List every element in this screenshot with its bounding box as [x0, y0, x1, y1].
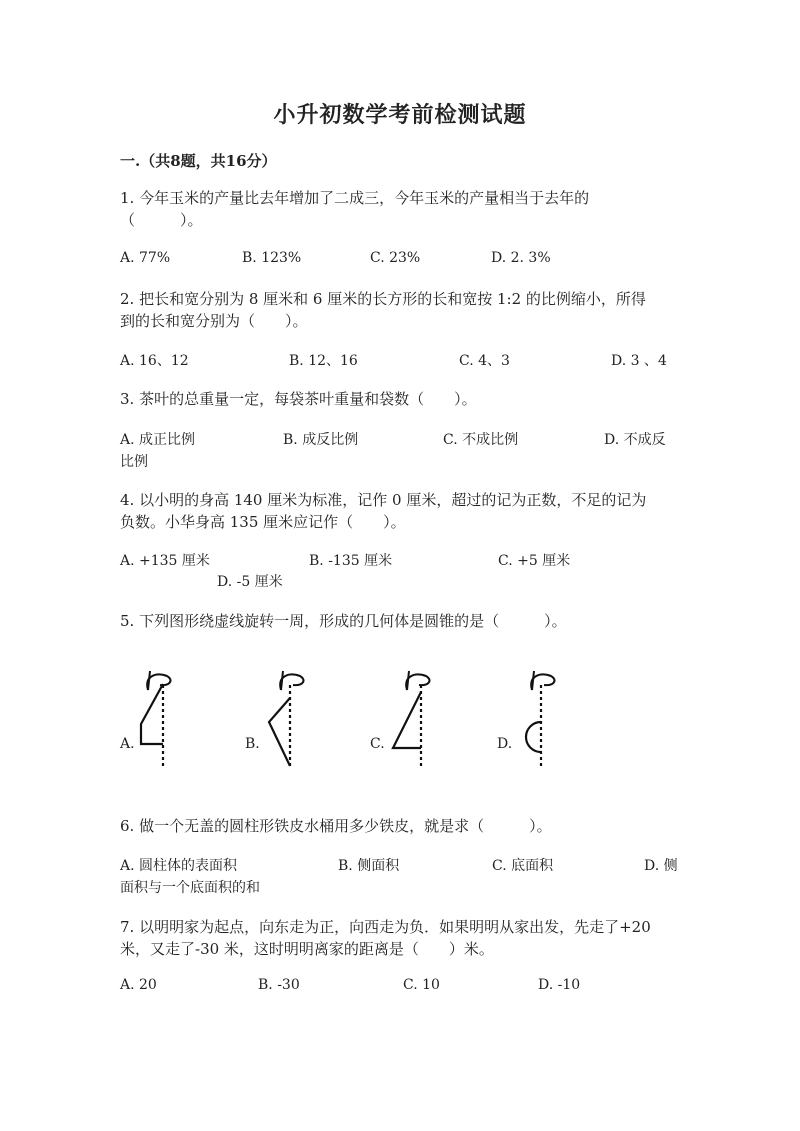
- question-7-text: 7. 以明明家为起点，向东走为正，向西走为负．如果明明从家出发，先走了+20: [120, 918, 651, 936]
- question-7-text-cont: 米，又走了-30 米，这时明明离家的距离是（ ）米。: [120, 940, 494, 958]
- q7-option-b[interactable]: B. -30: [258, 977, 300, 993]
- q3-option-c[interactable]: C. 不成比例: [443, 432, 519, 448]
- question-1-text: 1. 今年玉米的产量比去年增加了二成三，今年玉米的产量相当于去年的: [120, 189, 590, 207]
- q3-option-b[interactable]: B. 成反比例: [283, 432, 359, 448]
- q3-option-a[interactable]: A. 成正比例: [120, 432, 196, 448]
- q6-option-c[interactable]: C. 底面积: [492, 858, 554, 874]
- q7-option-c[interactable]: C. 10: [403, 977, 440, 993]
- q3-option-d-cont: 比例: [120, 454, 148, 470]
- figure-c: [385, 660, 445, 770]
- q4-option-a[interactable]: A. +135 厘米: [120, 553, 210, 569]
- q1-option-b[interactable]: B. 123%: [242, 250, 302, 266]
- question-2-text: 2. 把长和宽分别为 8 厘米和 6 厘米的长方形的长和宽按 1:2 的比例缩小，所得: [120, 290, 646, 308]
- q4-option-b[interactable]: B. -135 厘米: [309, 553, 393, 569]
- q5-option-c[interactable]: C.: [370, 736, 385, 752]
- section-heading: 一.（共8题，共16分）: [120, 152, 277, 170]
- q7-option-a[interactable]: A. 20: [120, 977, 157, 993]
- q6-option-d-cont: 面积与一个底面积的和: [120, 880, 260, 896]
- figure-d: [510, 660, 570, 770]
- q2-option-d[interactable]: D. 3 、4: [611, 353, 667, 369]
- figure-b: [255, 660, 315, 770]
- q7-option-d[interactable]: D. -10: [538, 977, 581, 993]
- question-3-text: 3. 茶叶的总重量一定，每袋茶叶重量和袋数（ ）。: [120, 390, 477, 408]
- q5-option-d[interactable]: D.: [497, 736, 513, 752]
- q1-option-a[interactable]: A. 77%: [120, 250, 171, 266]
- q4-option-d[interactable]: D. -5 厘米: [217, 574, 283, 590]
- question-4-text-cont: 负数。小华身高 135 厘米应记作（ ）。: [120, 513, 406, 531]
- q6-option-a[interactable]: A. 圆柱体的表面积: [120, 858, 238, 874]
- q5-option-a[interactable]: A.: [120, 736, 135, 752]
- q3-option-d[interactable]: D. 不成反: [604, 432, 666, 448]
- question-6-text: 6. 做一个无盖的圆柱形铁皮水桶用多少铁皮，就是求（ ）。: [120, 817, 552, 835]
- question-4-text: 4. 以小明的身高 140 厘米为标准，记作 0 厘米，超过的记为正数，不足的记为: [120, 491, 647, 509]
- figure-a: [120, 660, 180, 770]
- q1-option-d[interactable]: D. 2. 3%: [491, 250, 551, 266]
- page-title: 小升初数学考前检测试题: [273, 102, 527, 128]
- q2-option-a[interactable]: A. 16、12: [120, 353, 189, 369]
- q1-option-c[interactable]: C. 23%: [370, 250, 421, 266]
- question-2-text-cont: 到的长和宽分别为（ ）。: [120, 312, 308, 330]
- q6-option-b[interactable]: B. 侧面积: [338, 858, 400, 874]
- q6-option-d[interactable]: D. 侧: [644, 858, 678, 874]
- q2-option-c[interactable]: C. 4、3: [459, 353, 510, 369]
- q4-option-c[interactable]: C. +5 厘米: [498, 553, 571, 569]
- question-1-text-cont: （ ）。: [120, 211, 203, 229]
- q2-option-b[interactable]: B. 12、16: [289, 353, 358, 369]
- q5-option-b[interactable]: B.: [245, 736, 260, 752]
- question-5-text: 5. 下列图形绕虚线旋转一周，形成的几何体是圆锥的是（ ）。: [120, 612, 567, 630]
